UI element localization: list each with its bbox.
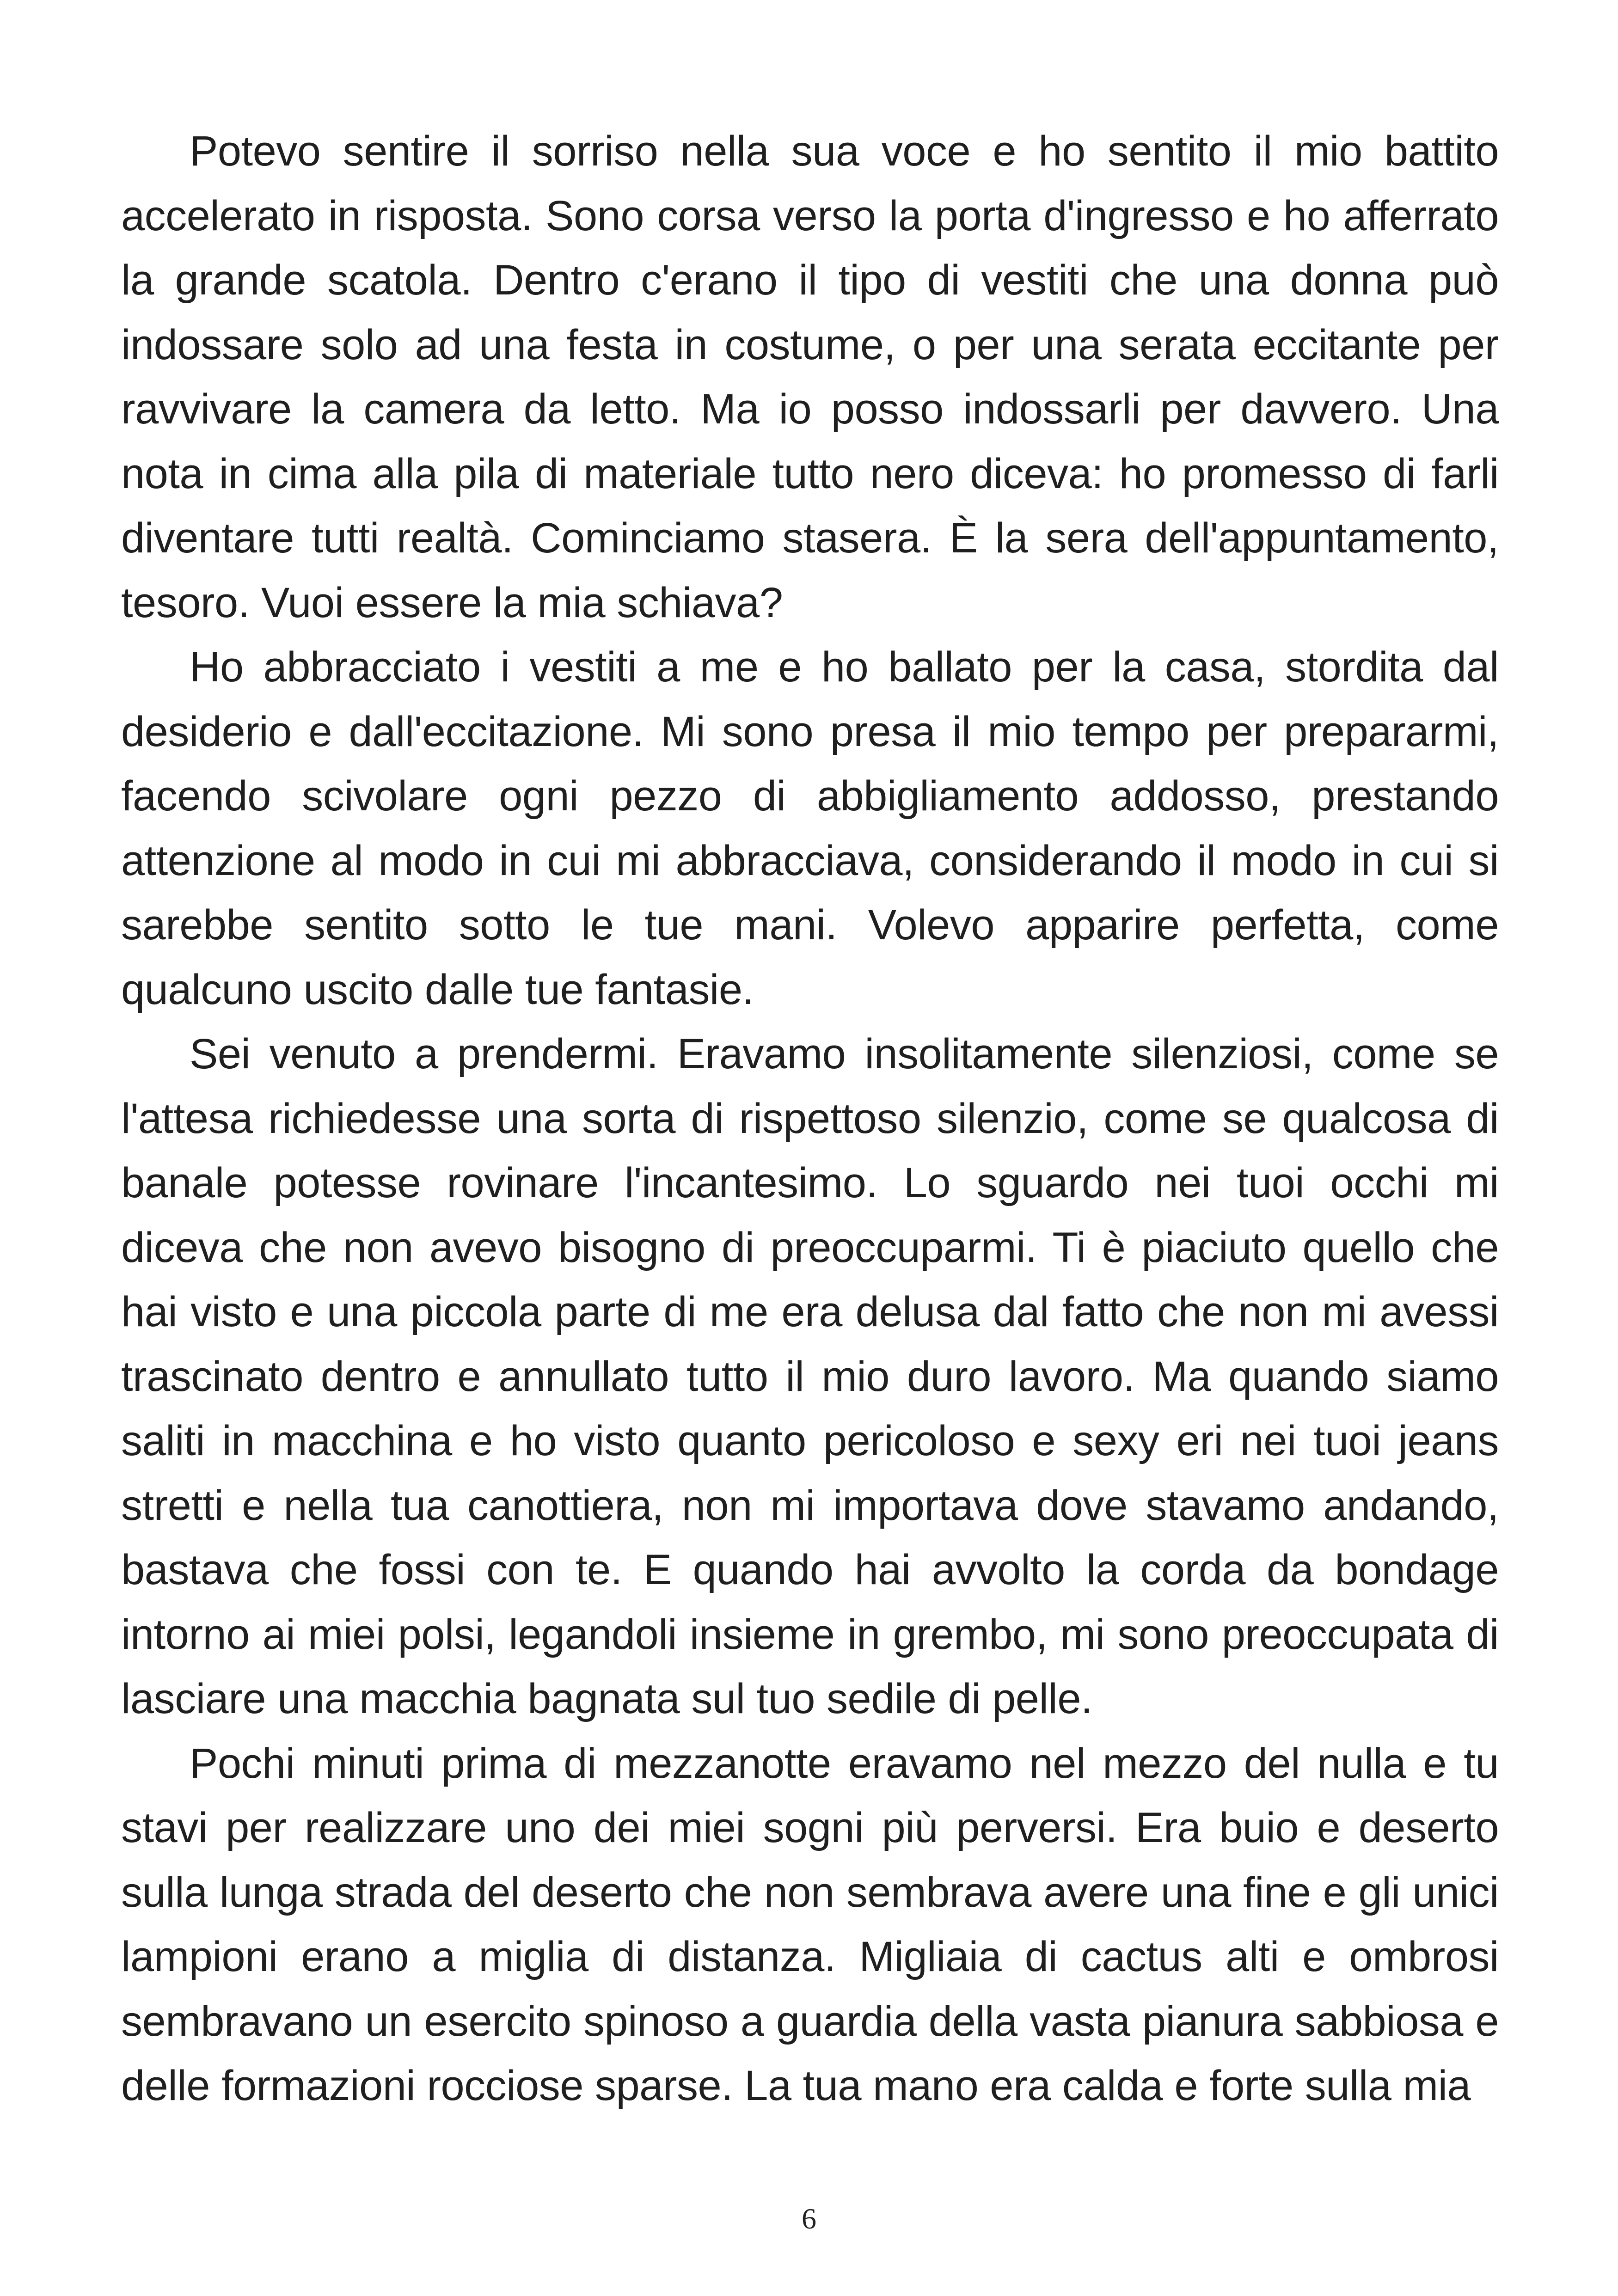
paragraph: Ho abbracciato i vestiti a me e ho ballato per la casa, stordita dal desiderio e dall'eccitazione. Mi sono presa il mio tempo per prepararmi, facendo scivolare ogni pezzo di abbigliamento addosso, prestando attenzione al modo in cui mi abbracciava, considerando il modo in cui si sarebbe sentito sotto le tue mani. Volevo apparire perfetta, come qualcuno uscito dalle tue fantasie. [121,643,1499,1013]
page-number: 6 [802,2202,816,2235]
paragraph: Sei venuto a prendermi. Eravamo insolitamente silenziosi, come se l'attesa richiedesse una sorta di rispettoso silenzio, come se qualcosa di banale potesse rovinare l'incantesimo. Lo sguardo nei tuoi occhi mi diceva che non avevo bisogno di preoccuparmi. Ti è piaciuto quello che hai visto e una piccola parte di me era delusa dal fatto che non mi avessi trascinato dentro e annullato tutto il mio duro lavoro. Ma quando siamo saliti in macchina e ho visto quanto pericoloso e sexy eri nei tuoi jeans stretti e nella tua canottiera, non mi importava dove stavamo andando, bastava che fossi con te. E quando hai avvolto la corda da bondage intorno ai miei polsi, legandoli insieme in grembo, mi sono preoccupata di lasciare una macchia bagnata sul tuo sedile di pelle. [121,1030,1499,1722]
body-text [121,119,1499,2118]
paragraph: Potevo sentire il sorriso nella sua voce e ho sentito il mio battito accelerato in risposta. Sono corsa verso la porta d'ingresso e ho afferrato la grande scatola. Dentro c'erano il tipo di vestiti che una donna può indossare solo ad una festa in costume, o per una serata eccitante per ravvivare la camera da letto. Ma io posso indossarli per davvero. Una nota in cima alla pila di materiale tutto nero diceva: ho promesso di farli diventare tutti realtà. Cominciamo stasera. È la sera dell'appuntamento, tesoro. Vuoi essere la mia schiava? [121,128,1499,626]
paragraph: Pochi minuti prima di mezzanotte eravamo nel mezzo del nulla e tu stavi per realizzare uno dei miei sogni più perversi. Era buio e deserto sulla lunga strada del deserto che non sembrava avere una fine e gli unici lampioni erano a miglia di distanza. Migliaia di cactus alti e ombrosi sembravano un esercito spinoso a guardia della vasta pianura sabbiosa e delle formazioni rocciose sparse. La tua mano era calda e forte sulla mia [121,1739,1499,2109]
